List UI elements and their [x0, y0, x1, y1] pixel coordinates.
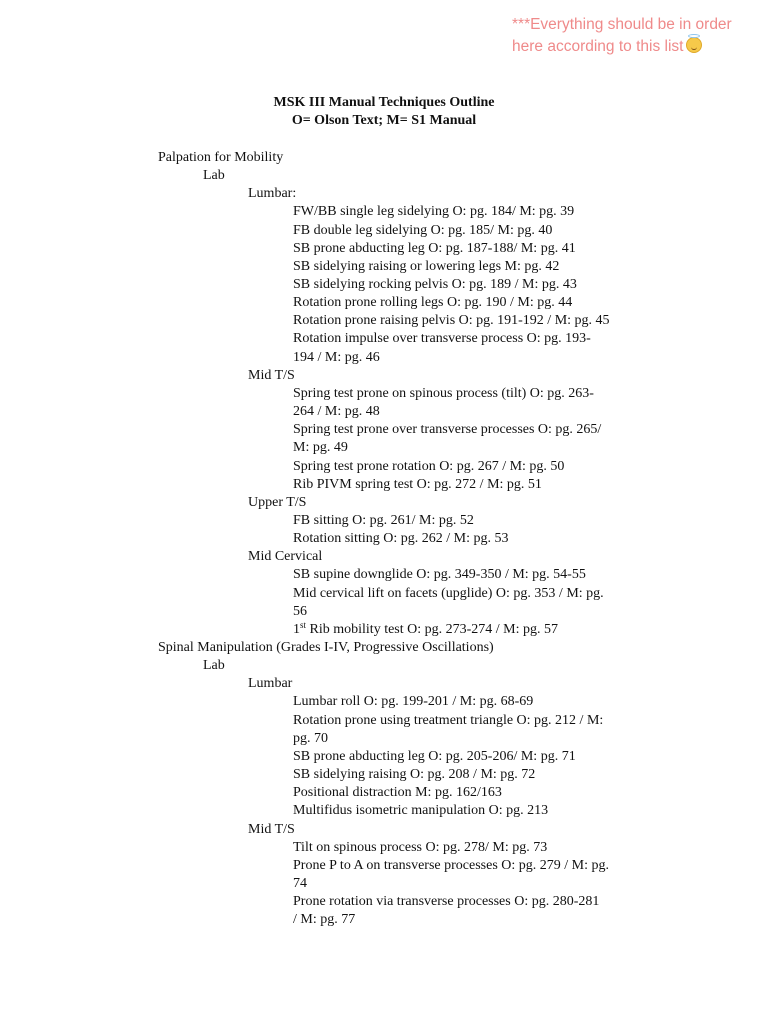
- item-text: Multifidus isometric manipulation O: pg. 213: [293, 803, 549, 818]
- item-text: SB prone abducting leg O: pg. 187-188/ M: pg. 41: [293, 241, 576, 256]
- item-text: Prone rotation via transverse processes O: pg. 280-281: [293, 894, 600, 909]
- item-text: Rotation impulse over transverse process O: pg. 193-: [293, 331, 591, 346]
- item-continuation: pg. 70: [293, 731, 328, 746]
- item-text: Upper T/S: [248, 495, 307, 510]
- item-text: [293, 621, 558, 639]
- annotation-note: [512, 14, 752, 58]
- item-text: SB sidelying raising or lowering legs M: pg. 42: [293, 259, 560, 274]
- item-text: SB sidelying rocking pelvis O: pg. 189 / M: pg. 43: [293, 277, 577, 292]
- item-text: Spinal Manipulation (Grades I-IV, Progressive Oscillations): [158, 640, 494, 655]
- item-text: FB sitting O: pg. 261/ M: pg. 52: [293, 513, 474, 528]
- item-continuation: 56: [293, 604, 307, 619]
- item-text: Spring test prone over transverse processes O: pg. 265/: [293, 422, 602, 437]
- item-text: Mid cervical lift on facets (upglide) O: pg. 353 / M: pg.: [293, 586, 604, 601]
- smiling-face-with-halo-icon: [686, 37, 702, 53]
- item-continuation: 194 / M: pg. 46: [293, 350, 380, 365]
- item-rest: Rib mobility test O: pg. 273-274 / M: pg. 57: [306, 622, 559, 637]
- item-text: Positional distraction M: pg. 162/163: [293, 785, 502, 800]
- item-text: Palpation for Mobility: [158, 150, 284, 165]
- item-text: Rotation prone using treatment triangle O: pg. 212 / M:: [293, 713, 604, 728]
- item-text: Mid T/S: [248, 368, 295, 383]
- item-text: Lumbar roll O: pg. 199-201 / M: pg. 68-69: [293, 694, 534, 709]
- document-subtitle: O= Olson Text; M= S1 Manual: [291, 113, 477, 128]
- item-text: SB sidelying raising O: pg. 208 / M: pg. 72: [293, 767, 536, 782]
- item-text: FB double leg sidelying O: pg. 185/ M: pg. 40: [293, 223, 553, 238]
- item-text: Lab: [203, 168, 225, 183]
- item-text: Lumbar:: [248, 186, 297, 201]
- item-text: Spring test prone on spinous process (tilt) O: pg. 263-: [293, 386, 594, 401]
- item-text: FW/BB single leg sidelying O: pg. 184/ M: pg. 39: [293, 204, 575, 219]
- item-continuation: 74: [293, 876, 307, 891]
- item-text: SB prone abducting leg O: pg. 205-206/ M: pg. 71: [293, 749, 576, 764]
- item-text: Tilt on spinous process O: pg. 278/ M: pg. 73: [293, 840, 548, 855]
- item-text: Rotation sitting O: pg. 262 / M: pg. 53: [293, 531, 509, 546]
- item-text: Lumbar: [248, 676, 293, 691]
- item-continuation: M: pg. 49: [293, 440, 348, 455]
- annotation-text: ***Everything should be in order here according to this list: [512, 16, 732, 55]
- item-text: Rib PIVM spring test O: pg. 272 / M: pg. 51: [293, 477, 542, 492]
- document-title: MSK III Manual Techniques Outline: [273, 95, 495, 110]
- item-text: Spring test prone rotation O: pg. 267 / M: pg. 50: [293, 459, 565, 474]
- item-superscript: st: [300, 620, 307, 630]
- item-continuation: 264 / M: pg. 48: [293, 404, 380, 419]
- item-continuation: / M: pg. 77: [293, 912, 356, 927]
- item-text: Mid Cervical: [248, 549, 323, 564]
- item-prefix: 1: [293, 622, 300, 637]
- item-text: Rotation prone raising pelvis O: pg. 191-192 / M: pg. 45: [293, 313, 610, 328]
- item-text: Lab: [203, 658, 225, 673]
- item-text: SB supine downglide O: pg. 349-350 / M: pg. 54-55: [293, 567, 586, 582]
- item-text: Prone P to A on transverse processes O: pg. 279 / M: pg.: [293, 858, 610, 873]
- item-text: Mid T/S: [248, 822, 295, 837]
- item-text: Rotation prone rolling legs O: pg. 190 / M: pg. 44: [293, 295, 573, 310]
